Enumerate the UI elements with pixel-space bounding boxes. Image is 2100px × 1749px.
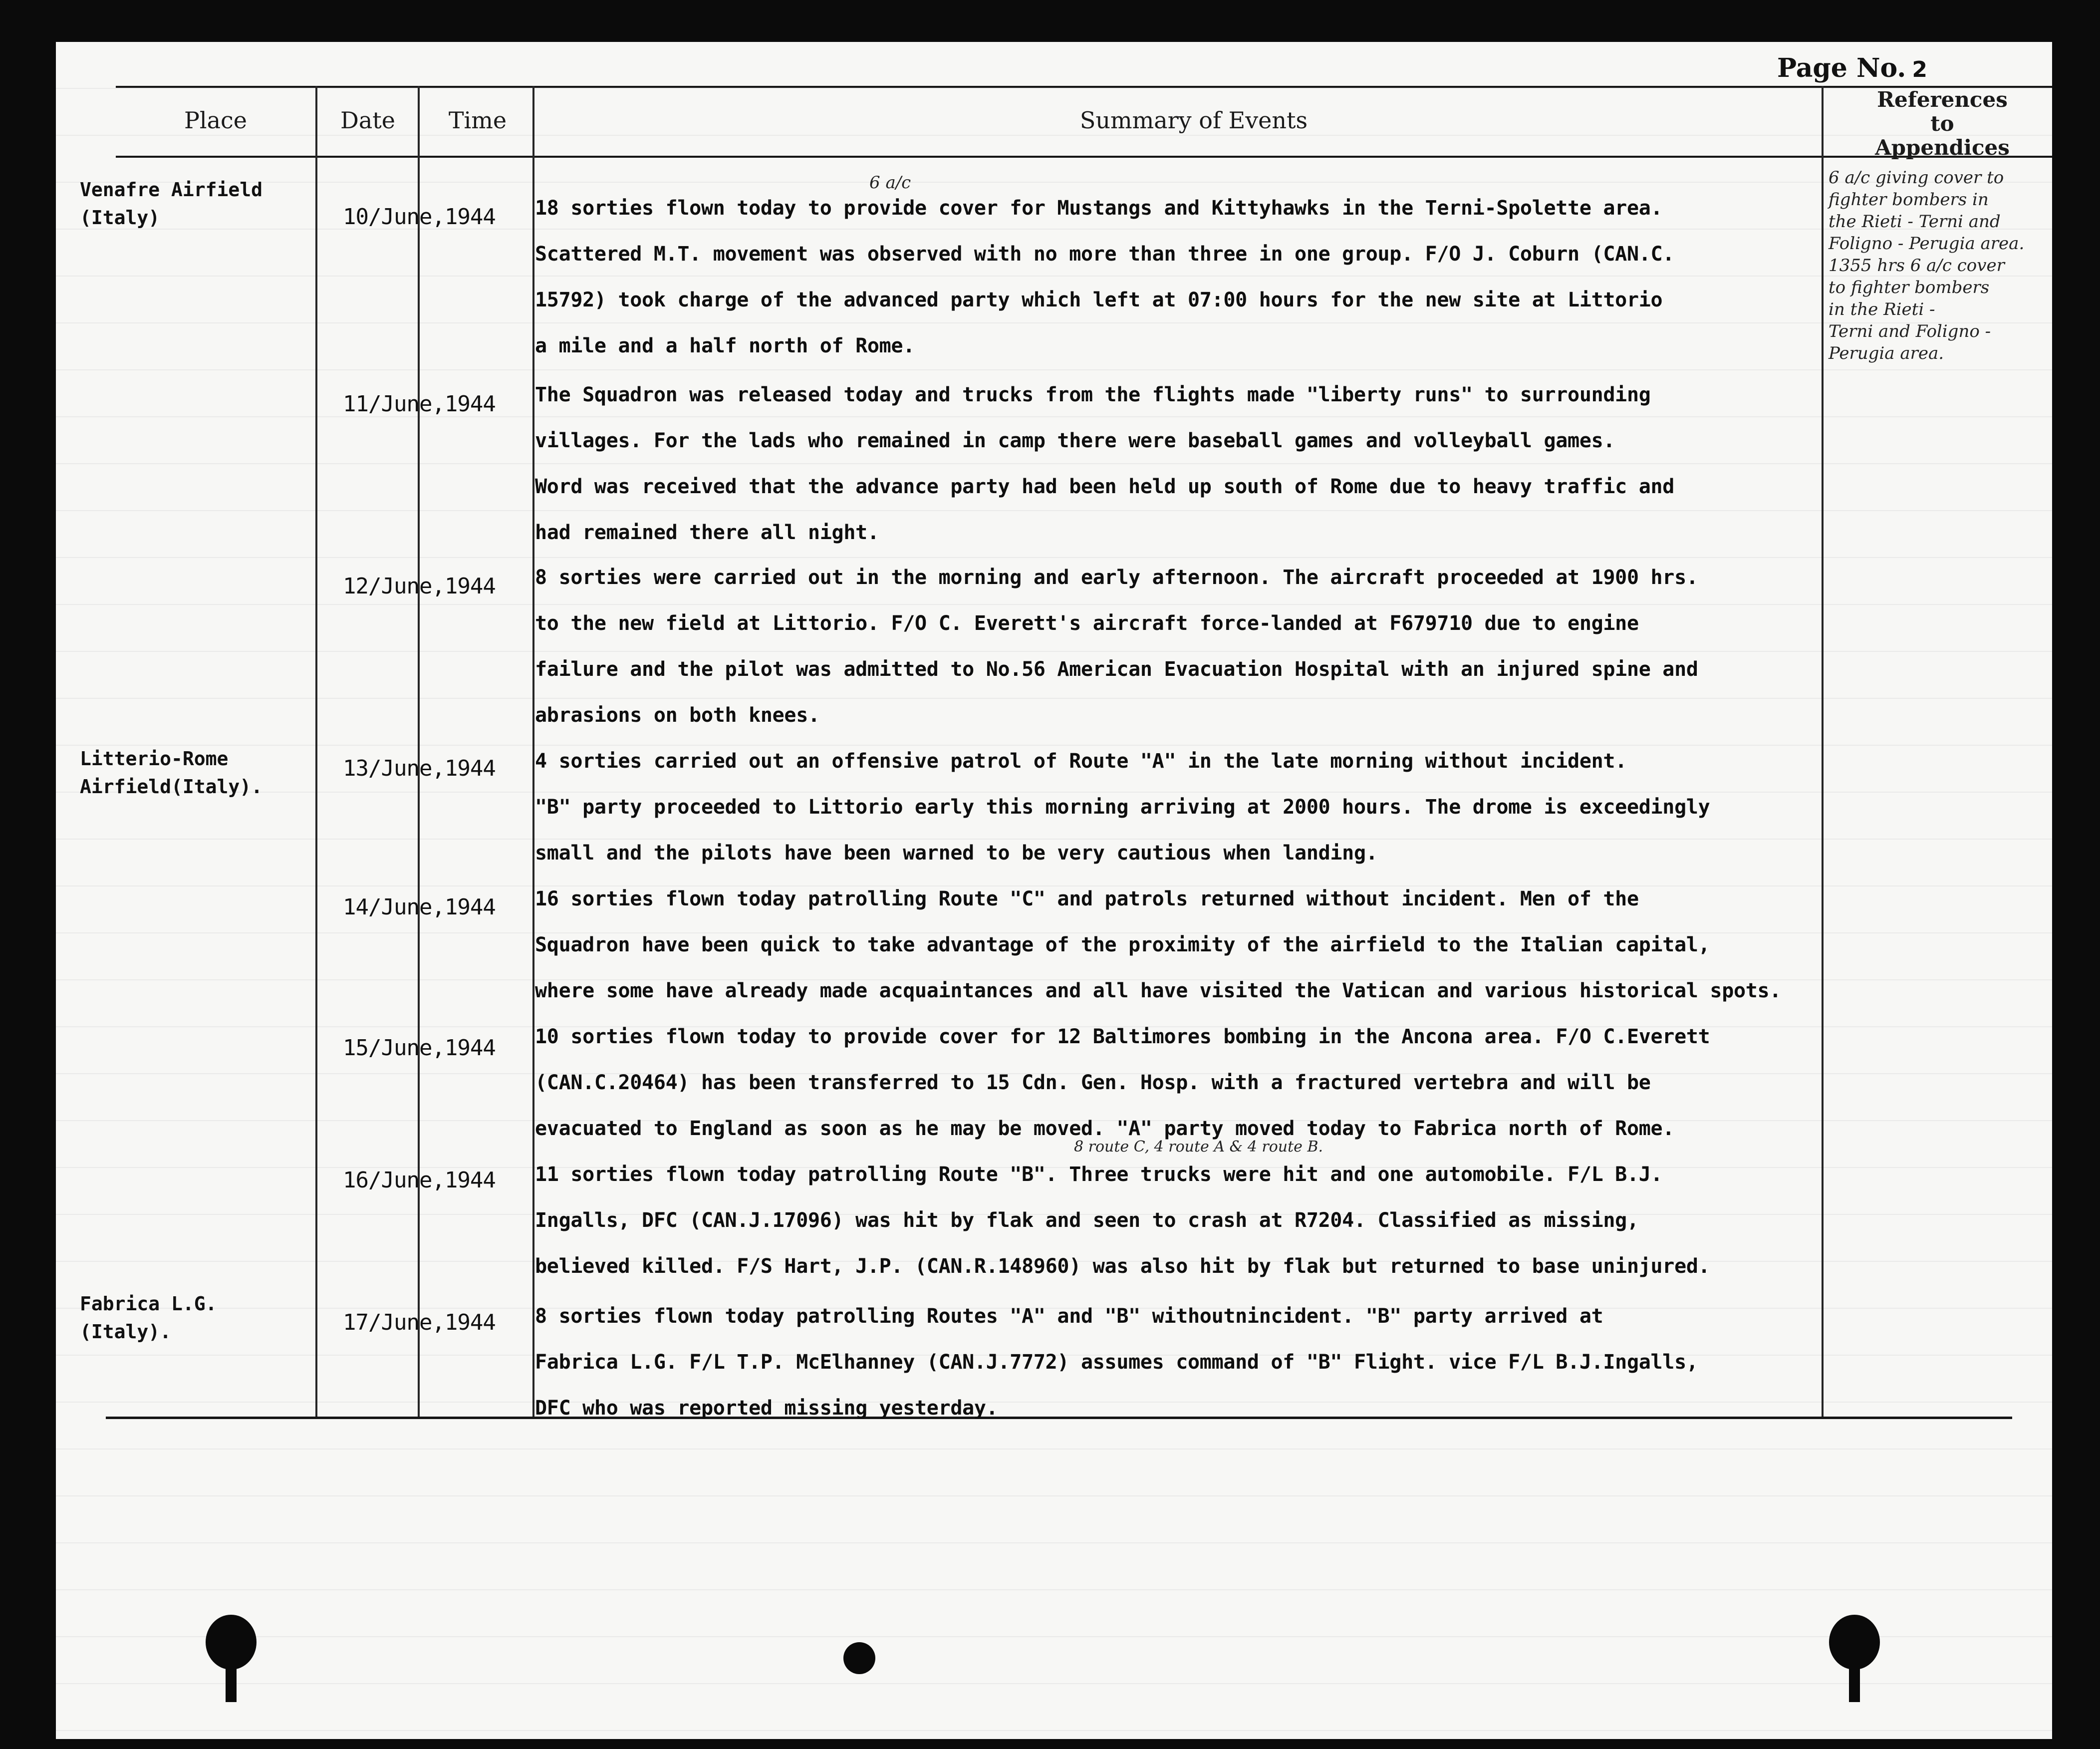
summary-line: Squadron have been quick to take advantage of the proximity of the airfield to the Italian capital, [535,933,1710,956]
column-divider-summary [1822,86,1824,1417]
place-venafre: Venafre Airfield (Italy) [80,179,263,229]
page-number-label: Page No. [1777,53,1906,83]
header-place: Place [184,107,248,134]
column-divider-date [418,86,420,1417]
summary-line: failure and the pilot was admitted to No.56 American Evacuation Hospital with an injured spine and [535,658,1698,681]
summary-line: "B" party proceeded to Littorio early this morning arriving at 2000 hours. The drome is exceedingly [535,796,1710,819]
binder-hole-center [843,1642,875,1674]
summary-line: Ingalls, DFC (CAN.J.17096) was hit by flak and seen to crash at R7204. Classified as missing, [535,1209,1639,1232]
header-references-line-2: to [1930,111,1954,136]
handwritten-insert: 6 a/c [869,173,911,193]
summary-line: Word was received that the advance party had been held up south of Rome due to heavy traffic and [535,475,1675,498]
date-entry: 10/June,1944 [343,204,496,230]
summary-line: believed killed. F/S Hart, J.P. (CAN.R.148960) was also hit by flak but returned to base uninjured. [535,1255,1710,1278]
date-entry: 14/June,1944 [343,894,496,920]
header-references-line-1: References [1877,87,2008,112]
summary-line: had remained there all night. [535,521,879,544]
header-summary: Summary of Events [1079,107,1308,134]
summary-line: 15792) took charge of the advanced party which left at 07:00 hours for the new site at Littorio [535,289,1663,311]
summary-line: villages. For the lads who remained in camp there were baseball games and volleyball games. [535,429,1615,452]
date-entry: 11/June,1944 [343,391,496,417]
summary-line: DFC who was reported missing yesterday. [535,1397,998,1420]
summary-line: evacuated to England as soon as he may be moved. "A" party moved today to Fabrica north of Rome. [535,1117,1675,1140]
date-entry: 12/June,1944 [343,574,496,599]
summary-line: 4 sorties carried out an offensive patrol of Route "A" in the late morning without incident. [535,750,1627,773]
summary-line: 11 sorties flown today patrolling Route "B". Three trucks were hit and one automobile. F/L B.J. [535,1163,1663,1186]
summary-line: The Squadron was released today and trucks from the flights made "liberty runs" to surrounding [535,383,1651,406]
page-number-value: 2 [1912,57,1927,82]
date-entry: 15/June,1944 [343,1035,496,1061]
column-divider-time [532,86,534,1417]
date-entry: 13/June,1944 [343,756,496,781]
binder-hole-left-slot [226,1662,237,1702]
handwritten-insert: 8 route C, 4 route A & 4 route B. [1074,1138,1323,1156]
header-references [1833,88,2052,160]
summary-line: (CAN.C.20464) has been transferred to 15 Cdn. Gen. Hosp. with a fractured vertebra and will be [535,1071,1651,1094]
header-time: Time [448,107,507,134]
header-top-rule [116,86,2052,88]
summary-line: small and the pilots have been warned to be very cautious when landing. [535,842,1378,865]
war-diary-sheet [56,42,2052,1739]
header-date: Date [340,107,395,134]
place-fabrica: Fabrica L.G. (Italy). [80,1293,217,1343]
references-handwritten-note: 6 a/c giving cover to fighter bombers in the Rieti - Terni and Foligno - Perugia area. 1355 hrs 6 a/c cover to fighter bombers in the Rieti - Terni and Foligno - Perugia area. [1829,168,2025,363]
summary-line: 10 sorties flown today to provide cover for 12 Baltimores bombing in the Ancona area. F/O C.Everett [535,1025,1710,1048]
binder-hole-right [1829,1615,1880,1670]
summary-line: 8 sorties flown today patrolling Routes "A" and "B" withoutnincident. "B" party arrived at [535,1305,1603,1328]
summary-line: 16 sorties flown today patrolling Route "C" and patrols returned without incident. Men of the [535,887,1639,910]
summary-line: Scattered M.T. movement was observed with no more than three in one group. F/O J. Coburn (CAN.C. [535,243,1675,266]
summary-line: 8 sorties were carried out in the morning and early afternoon. The aircraft proceeded at 1900 hrs. [535,566,1698,589]
summary-line: abrasions on both knees. [535,704,820,727]
summary-line: 18 sorties flown today to provide cover for Mustangs and Kittyhawks in the Terni-Spolette area. [535,197,1663,220]
binder-hole-left [206,1615,257,1670]
header-bottom-rule [116,156,2052,158]
header-references-line-3: Appendices [1875,135,2010,160]
summary-line: to the new field at Littorio. F/O C. Everett's aircraft force-landed at F679710 due to engine [535,612,1639,635]
summary-line: where some have already made acquaintances and all have visited the Vatican and various historical spots. [535,979,1782,1002]
summary-line: Fabrica L.G. F/L T.P. McElhanney (CAN.J.7772) assumes command of "B" Flight. vice F/L B.J.Ingalls, [535,1351,1698,1374]
place-littorio: Litterio-Rome Airfield(Italy). [80,748,263,798]
binder-hole-right-slot [1849,1662,1860,1702]
bottom-rule [106,1417,2012,1419]
page-number [1777,53,1927,83]
summary-line: a mile and a half north of Rome. [535,334,915,357]
date-entry: 17/June,1944 [343,1310,496,1335]
date-entry: 16/June,1944 [343,1167,496,1193]
